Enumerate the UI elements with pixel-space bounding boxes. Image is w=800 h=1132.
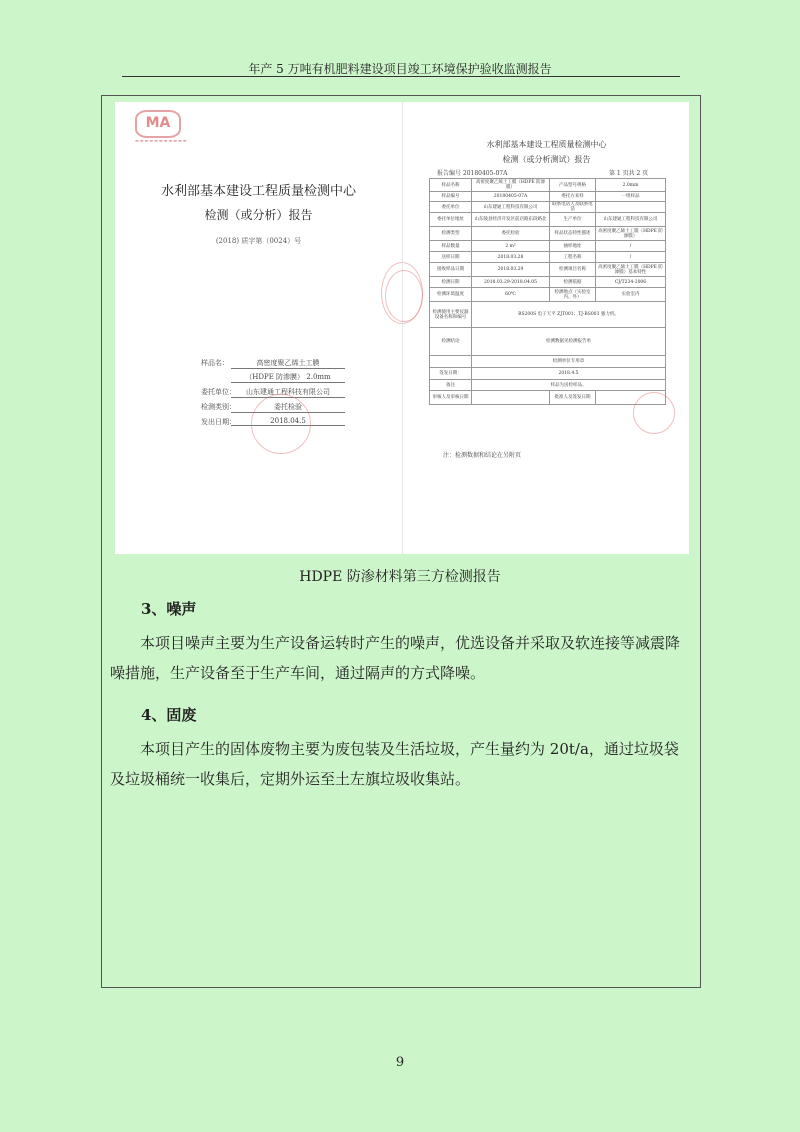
table-cell: 山东建通工程科技有限公司 [472,202,550,213]
table-cell: 实验室内 [596,288,666,302]
table-cell: 委托检验 [472,227,550,241]
report-detail-page [402,102,690,554]
table-cell: CJ/T234-2006 [596,277,666,288]
table-cell: 一组样品 [596,192,666,202]
table-row [430,227,666,241]
cover-field-value: 高密度聚乙烯土工膜 [231,358,345,369]
cover-field-label: 委托单位： [201,388,236,396]
cover-field-label: 样品名： [201,359,229,367]
section-paragraph-solid-waste: 本项目产生的固体废物主要为废包装及生活垃圾，产生量约为 20t/a，通过垃圾袋及垃圾桶统一收集后，定期外运至土左旗垃圾收集站。 [110,740,679,788]
table-row [430,192,666,202]
table-cell: 60℃ [472,288,550,302]
table-cell: 批准人及签发日期 [550,391,596,405]
table-cell: 检测日期 [430,277,472,288]
table-cell: 高密度聚乙烯土工膜（HDPE 防渗膜） [472,179,550,192]
table-cell: 生产单位 [550,213,596,227]
report-scan-image [115,102,689,554]
table-cell: 检测依据 [550,277,596,288]
table-cell: 检测类型 [430,227,472,241]
header-rule [122,76,680,77]
table-cell: BS200S 电子天平 ZJT001；TJ-BS003 强力机。 [472,302,666,328]
table-cell: / [596,252,666,263]
table-cell: 委托单位地址 [430,213,472,227]
table-cell: 2 m² [472,241,550,252]
table-cell: 工程名称 [550,252,596,263]
report-detail-table [429,178,666,405]
cover-field-value: 2018.04.5 [231,417,345,426]
figure-caption: HDPE 防渗材料第三方检测报告 [299,569,501,585]
cover-report-number: (2018) 质字第（0024）号 [215,237,302,245]
table-cell: 检测地点（实验室内、外） [550,288,596,302]
table-row [430,241,666,252]
table-row [430,391,666,405]
table-cell: 样品名称 [430,179,472,192]
table-cell: 样品数量 [430,241,472,252]
report-cover-page [115,102,402,554]
table-cell: 委托方来样 [550,192,596,202]
table-row [430,368,666,380]
table-cell: 高密度聚乙烯土工膜（HDPE 防渗膜） [596,227,666,241]
detail-page-info: 第 1 页共 2 页 [609,170,649,177]
table-cell: 检测环境温度 [430,288,472,302]
section-heading-noise: 3、噪声 [141,600,197,618]
red-seal-stamp [251,394,311,454]
table-cell: 备注 [430,380,472,391]
table-cell: 2018.03.29-2018.04.05 [472,277,550,288]
section-heading-solid-waste: 4、固废 [141,706,197,724]
table-row [430,302,666,328]
table-cell: 2018.4.5 [472,368,666,380]
table-cell: 山东陵县经济开发区前店路东段路北 [472,213,550,227]
table-row [430,179,666,192]
ma-logo-caption-decoration: ▬▬▬▬▬▬▬▬▬▬▬ [135,138,188,143]
table-cell: 产品型号规格 [550,179,596,192]
table-cell [430,356,472,368]
table-cell: 接收样品日期 [430,263,472,277]
table-cell: 抽样地址 [550,241,596,252]
table-cell: 2018.03.29 [472,263,550,277]
table-cell: 样品状态特性描述 [550,227,596,241]
cover-field-label: 发出日期： [201,418,236,426]
detail-report-number: 报告编号 20180405-07A [437,170,508,177]
table-cell [472,391,550,405]
red-seal-stamp-partial [385,270,423,322]
cover-subtitle: 检测（或分析）报告 [204,208,313,222]
cover-field-value: （HDPE 防渗膜） 2.0mm [231,372,345,383]
table-cell: / [596,241,666,252]
table-cell: 审核人及审核日期 [430,391,472,405]
table-cell: 检测单位专用章 [472,356,666,368]
table-row [430,356,666,368]
table-row [430,288,666,302]
detail-subtitle: 检测（或分析测试）报告 [502,155,591,164]
table-cell: 山东建通工程科技有限公司 [596,213,666,227]
table-cell: 样品为送检样品。 [472,380,666,391]
table-cell: 样品编号 [430,192,472,202]
cover-field-value: 山东建通工程科技有限公司 [231,387,345,398]
cover-field-label: 检测类别： [201,403,236,411]
table-cell: 检测项目名称 [550,263,596,277]
page-header: 年产 5 万吨有机肥料建设项目竣工环境保护验收监测报告 [248,62,552,76]
table-cell [596,202,666,213]
table-cell: 高密度聚乙烯土工膜（HDPE 防渗膜）基本特性 [596,263,666,277]
table-cell: 联系电话人及联系电话 [550,202,596,213]
table-row [430,328,666,356]
table-cell: 2.0mm [596,179,666,192]
table-row [430,277,666,288]
table-cell: 2018.03.28 [472,252,550,263]
table-cell: 检测使用主要仪器设备名称和编号 [430,302,472,328]
page-number: 9 [395,1055,405,1070]
table-cell: 委托单位 [430,202,472,213]
detail-note: 注：检测数据和结论在另附页 [443,452,522,459]
table-cell: 检测数据见检测报告单 [472,328,666,356]
table-cell: 20180405-07A [472,192,550,202]
table-cell: 签发日期： [430,368,472,380]
table-cell: 检测结论 [430,328,472,356]
detail-title: 水利部基本建设工程质量检测中心 [486,140,607,149]
cover-field-value: 委托检验 [231,402,345,413]
ma-logo: MA [135,110,181,138]
table-row [430,263,666,277]
section-paragraph-noise: 本项目噪声主要为生产设备运转时产生的噪声，优选设备并采取及软连接等减震降噪措施，生产设备至于生产车间，通过隔声的方式降噪。 [110,634,681,682]
red-seal-stamp [633,392,675,434]
table-cell: 送样日期 [430,252,472,263]
table-row [430,213,666,227]
table-row [430,380,666,391]
cover-title: 水利部基本建设工程质量检测中心 [160,184,356,199]
table-row [430,252,666,263]
table-row [430,202,666,213]
